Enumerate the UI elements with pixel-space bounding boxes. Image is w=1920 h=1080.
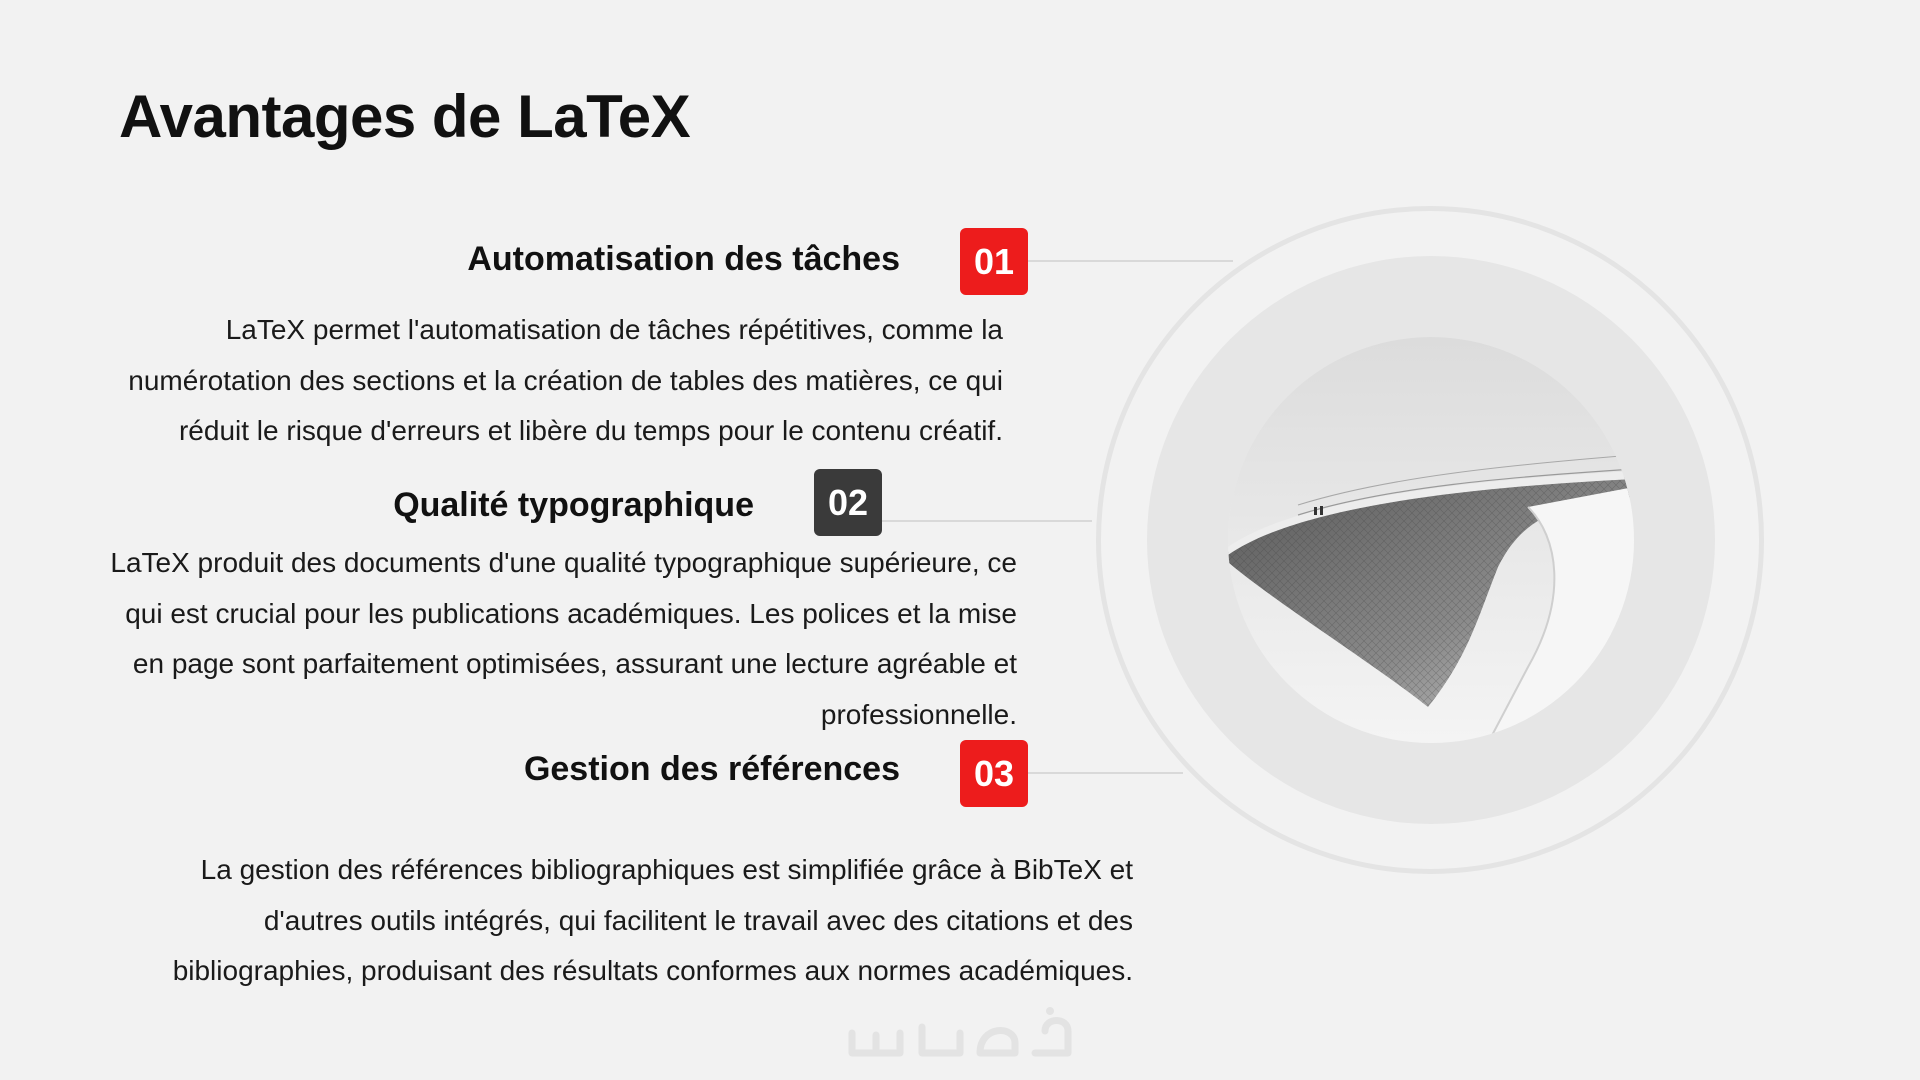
item-heading-references: Gestion des références xyxy=(523,750,900,788)
item-heading-typography: Qualité typographique xyxy=(393,486,754,524)
text-line: LaTeX produit des documents d'une qualité typographique supérieure, ce xyxy=(110,547,1017,578)
text-line: d'autres outils intégrés, qui facilitent le travail avec des citations et des xyxy=(263,904,1133,936)
architecture-photo xyxy=(1228,337,1634,743)
connector-line-02 xyxy=(882,520,1092,522)
text-line: qui est crucial pour les publications académiques. Les polices et la mise xyxy=(125,597,1017,629)
architecture-illustration xyxy=(1228,337,1634,743)
item-text-automation xyxy=(128,305,1003,457)
text-line: réduit le risque d'erreurs et libère du temps pour le contenu créatif. xyxy=(178,415,1003,446)
text-line: La gestion des références bibliographiques est simplifiée grâce à BibTeX et xyxy=(200,854,1133,885)
khamsat-logo-icon xyxy=(840,1003,1080,1063)
badge-01: 01 xyxy=(960,228,1028,295)
item-text-references xyxy=(173,845,1133,997)
text-line: numérotation des sections et la création de tables des matières, ce qui xyxy=(128,364,1003,396)
item-text-typography xyxy=(110,538,1017,740)
connector-line-01 xyxy=(1028,260,1233,262)
slide-title: Avantages de LaTeX xyxy=(119,83,691,150)
text-line: en page sont parfaitement optimisées, assurant une lecture agréable et xyxy=(132,648,1017,679)
text-line: LaTeX permet l'automatisation de tâches répétitives, comme la xyxy=(225,314,1003,345)
text-line: professionnelle. xyxy=(820,698,1017,730)
text-line: bibliographies, produisant des résultats conformes aux normes académiques. xyxy=(172,955,1133,986)
badge-03: 03 xyxy=(960,740,1028,807)
badge-02: 02 xyxy=(814,469,882,536)
item-heading-automation: Automatisation des tâches xyxy=(467,240,900,278)
connector-line-03 xyxy=(1028,772,1183,774)
